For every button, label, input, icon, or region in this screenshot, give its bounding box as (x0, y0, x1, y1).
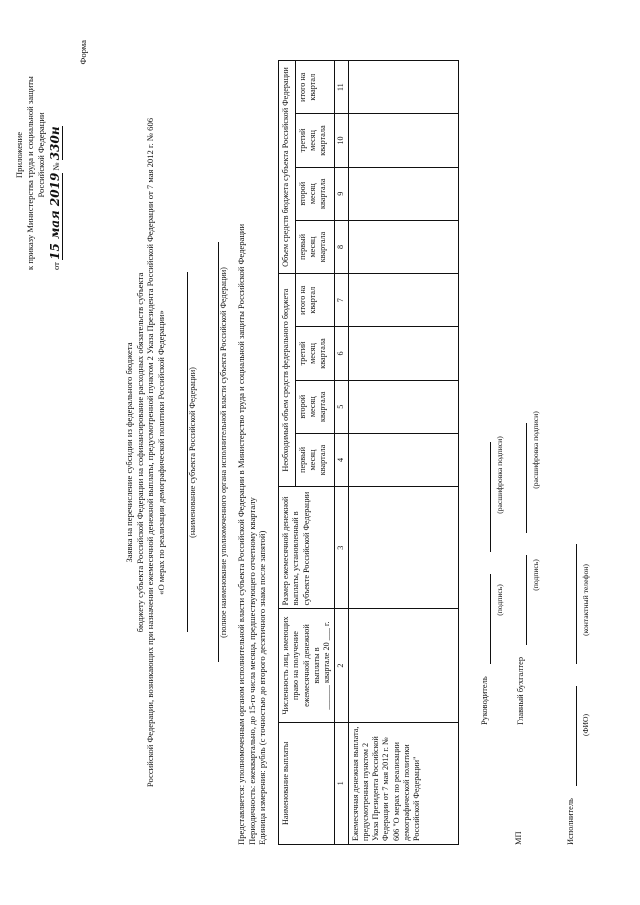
head-decoding-line[interactable] (481, 442, 491, 552)
column-number: 6 (335, 327, 348, 380)
handwritten-number: 330н (47, 126, 62, 161)
executor-label: Исполнитель (566, 798, 575, 845)
column-number: 8 (335, 220, 348, 273)
title-line-3: Российской Федерации, возникающих при назначении ежемесячной денежной выплаты, предусмотренной пунктом 2 Указа Президента Российской Федерации от 7 мая 2012 г. № 606 (145, 117, 156, 788)
table-row (348, 61, 458, 845)
sub-header-second-month: второй месяц квартала (295, 380, 334, 433)
payment-size-cell[interactable] (348, 487, 458, 609)
column-number: 11 (335, 61, 348, 114)
authority-name-line (208, 243, 219, 663)
column-number: 3 (335, 487, 348, 609)
authority-caption: (полное наименование уполномоченного органа исполнительной власти субъекта Российской Федерации) (219, 267, 229, 638)
subject-name-line (177, 273, 188, 633)
payment-name-cell: Ежемесячная денежная выплата, предусмотренная пунктом 2 Указа Президента Российской Федерации от 7 мая 2012 г. № 606 "О мерах по реализации демографической политики Российской Федерации" (348, 722, 458, 844)
persons-count-cell[interactable] (348, 609, 458, 722)
provides-line-2: Периодичность: ежеквартально, до 15-го числа месяца, предшествующего отчетному кварталу (246, 497, 257, 845)
head-decoding-caption: (расшифровка подписи) (495, 436, 504, 514)
fio-caption: (ФИО) (581, 713, 590, 737)
signature-block (480, 345, 630, 845)
title-line-1: Заявка на перечисление субсидии из федерального бюджета (124, 342, 134, 563)
sub-header-second-month: второй месяц квартала (295, 167, 334, 220)
order-date-line (48, 40, 64, 270)
order-line-1: к приказу Министерства труда и социальной защиты (25, 76, 36, 270)
group-header-regional: Объем средств бюджета субъекта Российской Федерации (279, 61, 296, 274)
column-number: 10 (335, 114, 348, 167)
column-number: 1 (335, 722, 348, 844)
head-label: Руководитель (480, 676, 489, 725)
regional-month1-cell[interactable] (348, 220, 458, 273)
submission-info (236, 65, 268, 845)
stamp-mark: МП (514, 831, 523, 845)
column-number: 4 (335, 433, 348, 486)
regional-total-cell[interactable] (348, 61, 458, 114)
accountant-label: Главный бухгалтер (516, 656, 525, 725)
accountant-signature-line[interactable] (517, 555, 527, 645)
title-line-4: «О мерах по реализации демографической политики Российской Федерации» (156, 310, 167, 595)
sub-header-quarter-total: итого на квартал (295, 61, 334, 114)
number-prefix: № (50, 162, 61, 171)
date-prefix: от (50, 262, 61, 270)
federal-month3-cell[interactable] (348, 327, 458, 380)
col-header-payment-size: Размер ежемесячной денежной выплаты, установленный в субъекте Российской Федерации (279, 487, 335, 609)
subsidy-table (278, 60, 459, 845)
accountant-decoding-caption: (расшифровка подписи) (531, 411, 540, 489)
accountant-decoding-line[interactable] (517, 423, 527, 533)
title-line-2: бюджету субъекта Российской Федерации на софинансирование расходных обязательств субъекта (134, 272, 145, 633)
title-block (124, 0, 229, 905)
federal-month2-cell[interactable] (348, 380, 458, 433)
head-signature-line[interactable] (481, 574, 491, 664)
order-line-2: Российской Федерации (36, 112, 47, 198)
column-number: 2 (335, 609, 348, 722)
col-header-payment-name: Наименование выплаты (279, 722, 335, 844)
form-label: Форма (78, 40, 88, 65)
group-header-federal: Необходимый объем средств федерального бюджета (279, 274, 296, 487)
provides-line-3: Единица измерения: рубль (с точностью до второго десятичного знака после запятой) (257, 530, 268, 845)
sub-header-first-month: первый месяц квартала (295, 220, 334, 273)
table-header-row-1 (279, 61, 296, 845)
head-signature-caption: (подпись) (495, 584, 504, 616)
sub-header-quarter-total: итого на квартал (295, 274, 334, 327)
head-signature-row (480, 442, 491, 725)
handwritten-date: 15 мая 2019 (47, 172, 62, 260)
executor-phone-line[interactable] (567, 544, 577, 664)
regional-month3-cell[interactable] (348, 114, 458, 167)
column-number: 9 (335, 167, 348, 220)
executor-fio-line[interactable] (567, 686, 577, 786)
appendix-block (14, 40, 63, 270)
column-number: 5 (335, 380, 348, 433)
sub-header-first-month: первый месяц квартала (295, 433, 334, 486)
column-number: 7 (335, 274, 348, 327)
federal-month1-cell[interactable] (348, 433, 458, 486)
sub-header-third-month: третий месяц квартала (295, 327, 334, 380)
subject-caption: (наименование субъекта Российской Федерации) (187, 367, 197, 538)
federal-total-cell[interactable] (348, 274, 458, 327)
accountant-signature-row (516, 423, 527, 725)
accountant-signature-caption: (подпись) (531, 559, 540, 591)
provides-line-1: Представляется: уполномоченным органом исполнительной власти субъекта Российской Федерации в Министерство труда и социальной защиты Российской Федерации (236, 223, 246, 845)
phone-caption: (контактный телефон) (581, 564, 590, 636)
appendix-label: Приложение (14, 131, 24, 179)
sub-header-third-month: третий месяц квартала (295, 114, 334, 167)
executor-signature-row (566, 544, 577, 845)
regional-month2-cell[interactable] (348, 167, 458, 220)
column-numbers-row (335, 61, 348, 845)
col-header-persons-count: Численность лиц, имеющих право на получение ежемесячной денежной выплаты в ______ квартале 20 ___ г. (279, 609, 335, 722)
